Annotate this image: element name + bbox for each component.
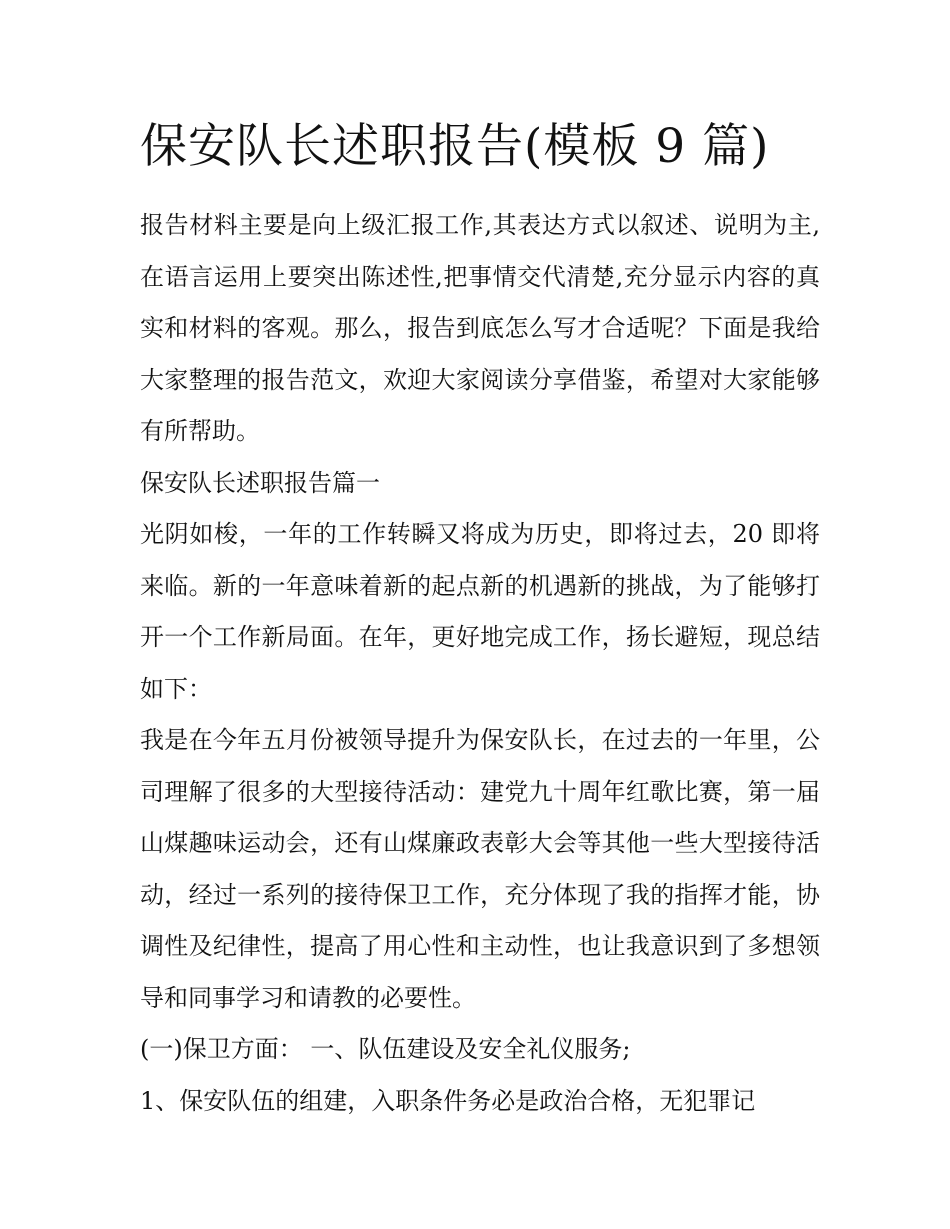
document-body xyxy=(140,112,820,1127)
document-title: 保安队长述职报告(模板 9 篇) xyxy=(140,119,770,174)
section-heading: 保安队长述职报告篇一 xyxy=(140,468,380,497)
intro-paragraph: 报告材料主要是向上级汇报工作,其表达方式以叙述、说明为主,在语言运用上要突出陈述性,把事情交代清楚,充分显示内容的真实和材料的客观。那么，报告到底怎么写才合适呢？下面是我给大家整理的报告范文，欢迎大家阅读分享借鉴，希望对大家能够有所帮助。 xyxy=(140,211,820,445)
body-paragraph: 光阴如梭，一年的工作转瞬又将成为历史，即将过去，20 即将来临。新的一年意味着新的起点新的机遇新的挑战，为了能够打开一个工作新局面。在年，更好地完成工作，扬长避短，现总结如下： xyxy=(140,520,820,703)
list-item: 1、保安队伍的组建，入职条件务必是政治合格，无犯罪记 xyxy=(140,1086,756,1115)
subsection-heading: (一)保卫方面： 一、队伍建设及安全礼仪服务; xyxy=(140,1035,631,1063)
body-paragraph: 我是在今年五月份被领导提升为保安队长，在过去的一年里，公司理解了很多的大型接待活动：建党九十周年红歌比赛，第一届山煤趣味运动会，还有山煤廉政表彰大会等其他一些大型接待活动，经过一系列的接待保卫工作，充分体现了我的指挥才能，协调性及纪律性，提高了用心性和主动性，也让我意识到了多想领导和同事学习和请教的必要性。 xyxy=(140,726,820,1012)
